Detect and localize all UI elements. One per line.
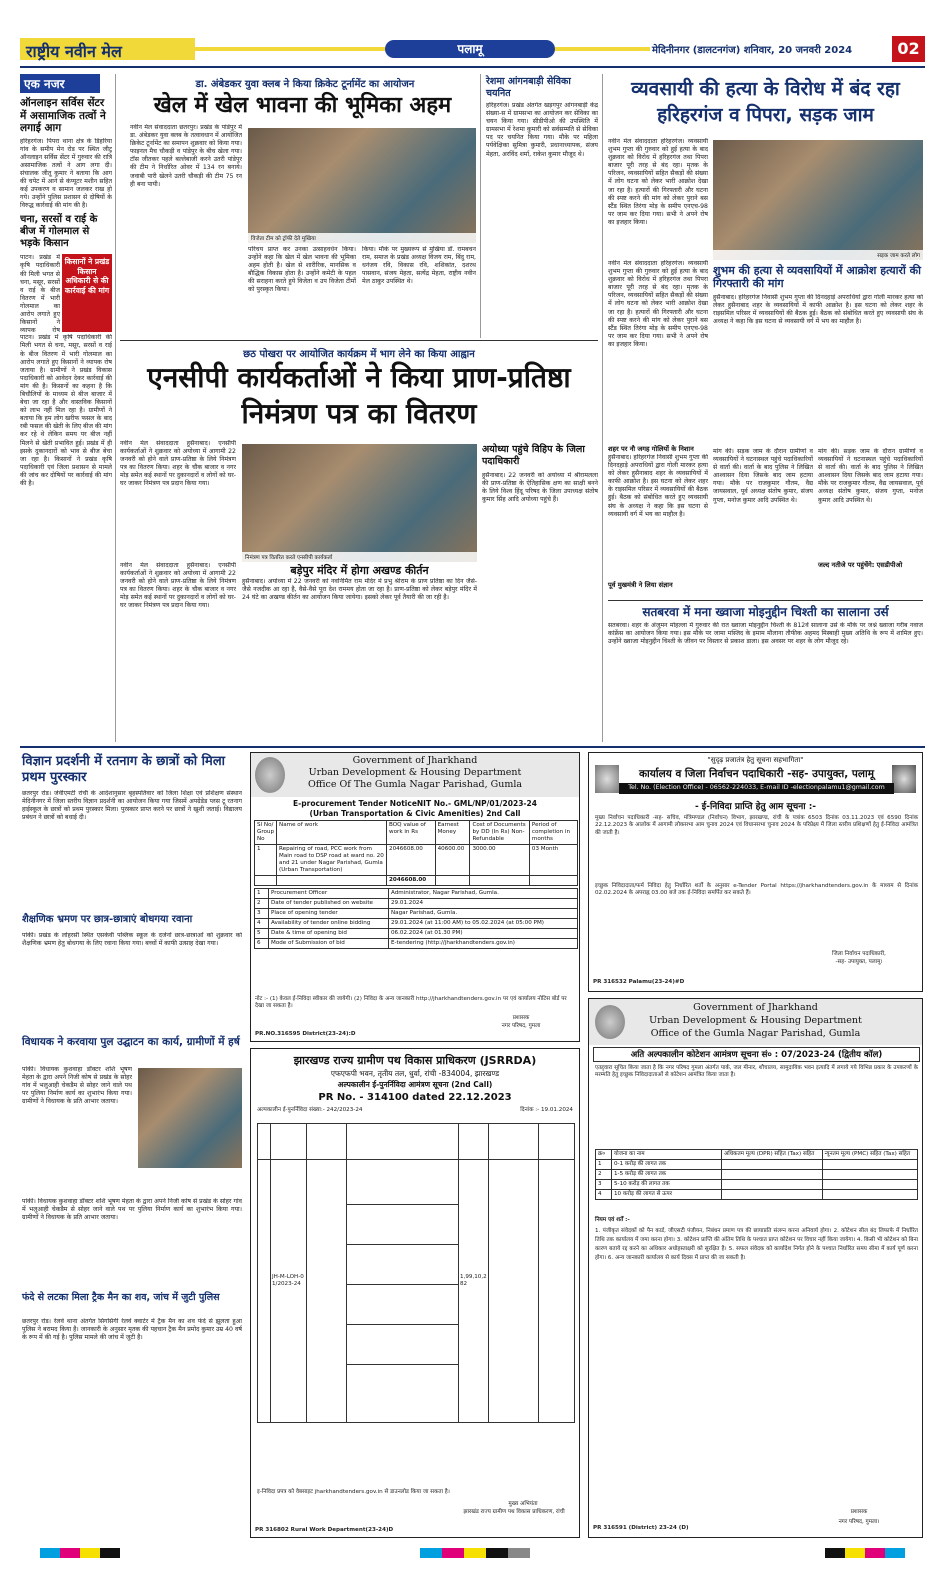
tender-gumla-2-cond-head: नियम एवं शर्तें :- [595, 1217, 630, 1223]
tender-jsrrda-sign2: झारखंड राज्य ग्रामीण पथ विकास प्राधिकरण, रांची [463, 1509, 565, 1515]
eci-logo [892, 765, 916, 793]
cmyk-swatch-center [420, 1548, 530, 1558]
th-em: Earnest Money [435, 821, 470, 845]
temple-body: हुसैनाबाद। अयोध्या में 22 जनवरी को नवनिर्मित राम मंदिर में प्रभु श्रीराम के प्राण प्रतिष्ठा का दिन जैसे-जैसे नजदीक आ रहा है, वैसे-वैसे पूरा देश राममय होता जा रहा है। प्राण-प्रतिष्ठा को लेकर बड़ेपुर मंदिर में 24 घंटे का अखण्ड कीर्तन का आयोजन किया जायेगा। इसको लेकर पूर्व तैयारी की जा रही है। [242, 578, 477, 602]
tender-gumla-2 [588, 998, 923, 1538]
tender-gumla-1-total-row [255, 876, 578, 886]
quote-row [596, 1190, 918, 1200]
info-key: Mode of Submission of bid [269, 939, 389, 949]
col-line-2 [306, 1124, 307, 1422]
tender-gumla-2-sign1: प्रशासक [850, 1509, 868, 1515]
th-sl: Sl No/ Group No [255, 821, 277, 845]
tender-jsrrda-footer: इ-निविदा प्रपत्र को वेबसाइट jharkhandtenders.gov.in से डाउनलोड किया जा सकता है। [257, 1489, 450, 1495]
masthead-rule [20, 66, 925, 68]
story2-block [20, 254, 112, 714]
tender-gumla-1-header-row [255, 821, 578, 845]
tender-jsrrda-code: JH-M-LOH-01/2023-24 [272, 1274, 304, 1288]
tender-gumla-2-sign2: नगर परिषद, गुमला। [838, 1519, 880, 1525]
traders-body-cont-text: नवीन मेल संवाददाता हरिहरगंज। व्यवसायी शुभम गुप्ता की गुरुवार को हुई हत्या के बाद शुक्रवार को विरोध में हरिहरगंज तथा पिपरा बाजार पूरी तरह से बंद रहा। मृतक के परिजन, व्यवसायियों सहित सैकड़ों की संख्या में लोग घटना को लेकर भारी आक्रोश देखा जा रहा है। हत्यारों की गिरफ्तारी और घटना की स्पष्ट करने की मांग को लेकर पुराने बस स्टैंड स्थित तिरंगा मोड़ के समीप एनएच-98 पर जाम कर दिया गया। सभी ने अपने रोष का इजहार किया। [608, 260, 708, 348]
q-blank [822, 1190, 917, 1200]
info-val: 06.02.2024 (at 01.30 PM) [389, 929, 578, 939]
col-line-4 [458, 1124, 459, 1422]
tender-gumla-1-info [254, 888, 578, 949]
q-no: 1 [596, 1160, 612, 1170]
tender-gumla-1-l1: Government of Jharkhand [352, 755, 478, 766]
tender-gumla-1-l3: Office Of The Gumla Nagar Parishad, Gumla [307, 779, 523, 790]
cell-em: 40600.00 [435, 845, 470, 876]
traders-body: नवीन मेल संवाददाता हरिहरगंज। व्यवसायी शुभम गुप्ता की गुरुवार को हुई हत्या के बाद शुक्रवार को विरोध में हरिहरगंज तथा पिपरा बाजार पूरी तरह से बंद रहा। मृतक के परिजन, व्यवसायियों सहित सैकड़ों की संख्या में लोग घटना को लेकर भारी आक्रोश देखा जा रहा है। हत्यारों की गिरफ्तारी और घटना की स्पष्ट करने की मांग को लेकर पुराने बस स्टैंड स्थित तिरंगा मोड़ के समीप एनएच-98 पर जाम कर दिया गया। सभी ने अपने रोष का इजहार किया। [608, 138, 708, 226]
cricket-body-2: परिचय प्राप्त कर उनका उत्साहवर्धन किया। उन्होंने कहा कि खेल में खेल भावना की भूमिका अहम होती है। खेल से शारीरिक, मानसिक व बौद्धिक विकास होता है। उन्होंने कमेटी के पहल की सराहना करते हुये विजेता व उप विजेता टीमों को पुरस्कृत किया। [248, 246, 356, 294]
tender-election-body: मुख्य निर्वाचन पदाधिकारी -सह- सचिव, मंत्रिमण्डल (निर्वाचन) विभाग, झारखण्ड, रांची के पत्रांक 6503 दिनांक 03.11.2023 एवं 6590 दिनांक 22.12.2023 के आलोक में आगामी लोकसभा आम चुनाव 2024 एवं विधानसभा चुनाव 2024 के परिप्रेक्ष्य में जिला स्तरीय प्रशिक्षणों हेतु ई-निविदा आमंत्रित की जाती है। [595, 815, 918, 836]
trackman-headline: फंदे से लटका मिला ट्रैक मैन का शव, जांच में जुटी पुलिस [22, 1292, 220, 1303]
q-name: 5-10 करोड़ की लागत तक [612, 1180, 722, 1190]
q-name: 0-1 करोड़ की लागत तक [612, 1160, 722, 1170]
tender-jsrrda [250, 1048, 580, 1538]
quote-row [596, 1160, 918, 1170]
urs-body: सतबरवा। शहर के अंजुमन मोहल्ला में गुरुवार की रात ख्वाजा मोइनुद्दीन चिश्ती के 812वें सालाना उर्स के मौके पर जश्ने ख्वाजा गरीब नवाज कांफ्रेंस का आयोजन किया गया। इस मौके पर जामा मस्जिद के इमाम मौलाना तौफीक अहमद मिस्बाही मुख्य अतिथि के रूप में शामिल हुए। उन्होंने ख्वाजा मोइनुद्दीन चिश्ती के जीवन पर विस्तार से प्रकाश डाला। इस अवसर पर शहर के लोग मौजूद रहे। [608, 622, 923, 646]
col-line-3 [346, 1124, 347, 1422]
tender-election-l1: "सुदृढ़ प्रजातंत्र हेतु सूचना सहभागिता" [707, 756, 804, 764]
info-no: 2 [255, 899, 269, 909]
science-headline: विज्ञान प्रदर्शनी में रतनाग के छात्रों को मिला प्रथम पुरस्कार [22, 754, 225, 785]
story2-body-cont-text: पाटन। प्रखंड में कृषि पदाधिकारी की मिली भगत से चना, मसूर, सरसों व राई के बीज वितरण में भारी गोलमाल का आरोप लगाते हुए किसानों ने व्यापक रोष जताया है। ग्रामीणों ने प्रखंड विकास पदाधिकारी को आवेदन देकर कार्रवाई की मांग की है। किसानों का कहना है कि बिचौलियों के माध्यम से बीज बाजार में बेचा जा रहा है और वास्तविक किसानों को लाभ नहीं मिल रहा है। ग्रामीणों ने बताया कि हम लोग खरीफ फसल के बाद रबी फसल की खेती के लिए बीज की मांग कर रहे थे लेकिन समय पर बीज नहीं मिलने से खेती प्रभावित हुई। प्रखंड में ही इसके दुकानदारों को भाव से बीज बेचा जा रहा है। किसानों ने प्रखंड कृषि पदाधिकारी एवं जिला प्रशासन से मामले की जांच कर दोषियों पर कार्रवाई की मांग की है। [20, 334, 112, 488]
trackman-body: छतरपुर रोड। रेलवे थाना अंतर्गत सिगसिगी रेलवे क्वार्टर में ट्रैक मैन का शव फंदे से झूलता हुआ पुलिस ने बरामद किया है। जानकारी के अनुसार मृतक की पहचान ट्रैक मैन प्रमोद कुमार उम्र 40 वर्ष के रूप में की गई है। पुलिस मामले की जांच में जुटी है। [22, 1318, 242, 1342]
info-val: E-tendering (http://jharkhandtenders.gov.in) [389, 939, 578, 949]
story1-body: हरिहरगंज। पिपरा थाना क्षेत्र के डिहरिया गांव के समीप मेन रोड पर स्थित जीटू ऑनलाइन सर्विस सेंटर में गुरुवार की रात्रि असामाजिक तत्वों ने आग लगा दी। संचालक जीतू कुमार ने बताया कि आग की चपेट में आने से कंप्यूटर मशीन सहित कई उपकरण व सामान जलकर राख हो गये। उन्होंने पुलिस प्रशासन से दोषियों के विरुद्ध कार्रवाई की मांग की है। [20, 137, 112, 210]
traders-bold-2: पूर्व मुखमंत्री ने लिया संज्ञान [608, 581, 673, 589]
tender-gumla-2-l2: Urban Development & Housing Department [649, 1015, 862, 1026]
traders-body-cont2 [608, 454, 708, 578]
info-no: 3 [255, 909, 269, 919]
info-row [255, 909, 578, 919]
ncp-body: नवीन मेल संवाददाता हुसैनाबाद। एनसीपी कार्यकर्ताओं ने शुक्रवार को अयोध्या में आगामी 22 जनवरी को होने वाले प्राण-प्रतिष्ठा के लिये निमंत्रण पत्र का वितरण किया। शहर के चौक बाजार व नगर मोड़ समेत कई स्थानों पर दुकानदारों व लोगों को घर-घर जाकर निमंत्रण पत्र प्रदान किया गया। [120, 440, 236, 488]
tender-gumla-1-table-wrap [254, 820, 578, 949]
q-no: 3 [596, 1180, 612, 1190]
right-mid-body-2-text: मांग की। सड़क जाम के दौरान ग्रामीणों व व्यवसायियों ने घटनास्थल पहुंचे पदाधिकारियों से वार्ता की। वार्ता के बाद पुलिस ने लिखित आश्वासन दिया जिसके बाद जाम हटाया गया। मौके पर राजकुमार गौतम, वैद्य जायसवाल, पूर्व अध्यक्ष संतोष कुमार, संजय गुप्ता, मनोज कुमार आदि उपस्थित थे। [818, 448, 923, 504]
cmyk-swatch-left [40, 1548, 120, 1558]
cell-blank [470, 876, 529, 886]
cell-boq: 2046608.00 [387, 845, 436, 876]
row-line-2 [346, 1244, 458, 1245]
info-val: 29.01.2024 [389, 899, 578, 909]
tender-gumla-2-conditions: 1. पंजीकृत संवेदकों को पैन कार्ड, जीएसटी पंजीयन, निबंधन प्रमाण पत्र की छायाप्रति संलग्न करना अनिवार्य होगा। 2. कोटेशन सील बंद लिफाफे में निर्धारित तिथि तक कार्यालय में जमा करना होगा। 3. कोटेशन प्राप्ति की अंतिम तिथि के पश्चात प्राप्त कोटेशन पर विचार नहीं किया जायेगा। 4. किसी भी कोटेशन को बिना कारण बताये रद्द करने का अधिकार अधोहस्ताक्षरी को सुरक्षित है। 5. सफल संवेदक को कार्यादेश निर्गत होने के पश्चात निर्धारित समय सीमा में कार्य पूर्ण करना होगा। 6. अन्य जानकारी कार्यालय से कार्य दिवस में प्राप्त की जा सकती है। [595, 1228, 918, 1261]
tender-jsrrda-ref: अल्पकालीन ई-पुनर्निविदा संख्या:- 242/2023-24 [257, 1107, 363, 1113]
quote-row [596, 1180, 918, 1190]
bridge-body: पांकी। विधायक कुशवाहा डॉक्टर शशि भूषण मेहता के द्वारा अपने निजी कोष से प्रखंड के सोहर गांव में भलुआही चेकडैम से सोहर जाने वाले पथ पर पुलिया निर्माण कार्य का शुभारंभ किया गया। ग्रामीणों ने विधायक के प्रति आभार जताया। [22, 1066, 132, 1106]
col-line-6 [538, 1124, 539, 1422]
q-no: 4 [596, 1190, 612, 1200]
story2-body-cont [20, 334, 112, 714]
info-val: 29.01.2024 (at 11:00 AM) to 05.02.2024 (at 05:00 PM) [389, 919, 578, 929]
ayodhya-headline: अयोध्या पहुंचे विहिप के जिला पदाधिकारी [482, 444, 585, 467]
cricket-body-3: किया। मौके पर मुख्यरूप से मुखिया डॉ. रामबचन राम, समाज के प्रखंड अध्यक्ष विजय राम, बिंदु राम, धनंजय रवि, विकास रवि, शशिकांत, दशरथ पासवान, संजय मेहता, सत्येंद्र मेहता, राष्ट्रीय नवीन मेल ठाकुर उपस्थित थे। [362, 246, 476, 286]
temple-headline: बड़ेपुर मंदिर में होगा अखण्ड कीर्तन [290, 564, 429, 577]
ncp-headline: एनसीपी कार्यकर्ताओं ने किया प्राण-प्रतिष्ठा निमंत्रण पत्र का वितरण [147, 361, 571, 430]
cell-total: 2046608.00 [387, 876, 436, 886]
cell-blank [529, 876, 577, 886]
tender-election-sign2: -सह- उपायुक्त, पलामू। [835, 959, 883, 965]
traders-body-cont2-text: हुसैनाबाद। हरिहरगंज निवासी शुभम गुप्ता की दिनदहाड़े अपराधियों द्वारा गोली मारकर हत्या को लेकर हुसैनाबाद शहर के व्यवसायियों में काफी आक्रोश है। इस घटना को लेकर शहर के राइसमिल परिसर में व्यवसायियों की बैठक हुई। बैठक को संबोधित करते हुए व्यवसायी संघ के अध्यक्ष ने कहा कि इस घटना से व्यवसायी वर्ग में भय का माहौल है। [608, 454, 708, 518]
traders-bold-1: शहर पर नौ जगह गोलियों के निशान [608, 445, 694, 453]
q-blank [722, 1190, 823, 1200]
cricket-kicker: डा. अंबेडकर युवा क्लब ने किया क्रिकेट टूर्नामेंट का आयोजन [195, 79, 415, 90]
cell-blank [255, 876, 277, 886]
footer-color-bar [20, 1548, 925, 1558]
mid-page-rule [20, 746, 925, 748]
election-emblem [595, 765, 619, 793]
tender-gumla-2-pr: PR 316591 (District) 23-24 (D) [593, 1525, 689, 1531]
info-row [255, 899, 578, 909]
tender-jsrrda-l2: एफएफपी भवन, तृतीय तल, धुर्वा, रांची -834004, झारखण्ड [330, 1069, 500, 1078]
q-blank [722, 1170, 823, 1180]
info-key: Place of opening tender [269, 909, 389, 919]
col-line-5 [488, 1124, 489, 1422]
masthead-mid-bar [195, 47, 385, 51]
info-key: Date of tender published on website [269, 899, 389, 909]
cell-work: Repairing of road, PCC work from Main road to DSP road at ward no. 20 and 21 under Nagar Parishad, Gumla (Urban Transportation) [277, 845, 387, 876]
tender-gumla-1-sign1: प्रशासक [512, 1015, 530, 1021]
farmers-sidebox [62, 254, 112, 332]
tender-gumla-1 [250, 752, 580, 1042]
tender-election-pr: PR 316532 Palamu(23-24)#D [593, 979, 685, 985]
info-val: Administrator, Nagar Parishad, Gumla. [389, 889, 578, 899]
tender-gumla-2-l1: Government of Jharkhand [693, 1002, 818, 1013]
info-key: Procurement Officer [269, 889, 389, 899]
traders-headline: व्यवसायी की हत्या के विरोध में बंद रहा हरिहरगंज व पिपरा, सड़क जाम [631, 78, 900, 126]
bridge-headline: विधायक ने करवाया पुल उद्घाटन का कार्य, ग्रामीणों में हर्ष [22, 1036, 240, 1048]
col-line-1 [270, 1124, 271, 1422]
right-mid-body: मांग की। सड़क जाम के दौरान ग्रामीणों व व्यवसायियों ने घटनास्थल पहुंचे पदाधिकारियों से वार्ता की। वार्ता के बाद पुलिस ने लिखित आश्वासन दिया जिसके बाद जाम हटाया गया। मौके पर राजकुमार गौतम, वैद्य जायसवाल, पूर्व अध्यक्ष संतोष कुमार, संजय गुप्ता, मनोज कुमार आदि उपस्थित थे। [713, 448, 813, 504]
traders-subhead: शुभम की हत्या से व्यवसायियों में आक्रोश हत्यारों की गिरफ्तारी की मांग [713, 264, 921, 290]
trip-body: पांकी। प्रखंड के लोहरसी स्थित एसकेवी पब्लिक स्कूल के दर्जनों छात्र-छात्राओं को शुक्रवार को शैक्षणिक भ्रमण हेतु बोधगया के लिए रवाना किया गया। बच्चों में काफी उत्साह देखा गया। [22, 932, 242, 948]
q-blank [822, 1160, 917, 1170]
trip-headline: शैक्षणिक भ्रमण पर छात्र-छात्राएं बोधगया रवाना [22, 914, 193, 925]
masthead-right-bar [555, 47, 650, 51]
left-column [20, 74, 112, 744]
tender-gumla-1-row [255, 845, 578, 876]
info-no: 5 [255, 929, 269, 939]
quote-row [596, 1170, 918, 1180]
farmers-sidebox-text: किसानों ने प्रखंड किसान अधिकारी से की कार्रवाई की मांग [64, 257, 110, 295]
q-blank [722, 1180, 823, 1190]
qth-dpr: अधिकतम मूल्य (DPR) सहित (Tax) सहित [722, 1150, 823, 1160]
tender-jsrrda-table [257, 1123, 575, 1423]
ayodhya-body: हुसैनाबाद। 22 जनवरी को अयोध्या में श्रीरामलला की प्राण-प्रतिष्ठा के ऐतिहासिक क्षण का साक्षी बनने के लिये विश्व हिंदू परिषद के जिला उपाध्यक्ष संतोष कुमार सिंह आदि अयोध्या पहुंचे हैं। [482, 472, 598, 504]
masthead [20, 38, 925, 66]
qth-no: क्र० [596, 1150, 612, 1160]
tender-gumla-1-sign2: नगर परिषद, गुमला [501, 1023, 541, 1029]
row-line-4 [346, 1324, 458, 1325]
info-no: 4 [255, 919, 269, 929]
info-row [255, 919, 578, 929]
road-block-photo-caption: सड़क जाम करते लोग [713, 250, 923, 260]
road-block-photo [713, 140, 923, 260]
info-no: 1 [255, 889, 269, 899]
tender-election-l4: - ई-निविदा प्राप्ति हेतु आम सूचना :- [694, 802, 817, 812]
section-label-text: पलामू [457, 42, 483, 56]
tender-gumla-2-notice: अति अल्पकालीन कोटेशन आमंत्रण सूचना सं० : 07/2023-24 (द्वितीय कॉल) [593, 1047, 920, 1062]
ncp-kicker: छठ पोखरा पर आयोजित कार्यक्रम में भाग लेने का किया आह्वान [243, 349, 475, 360]
cricket-photo-caption: विजेता टीम को ट्रॉफी देते मुखिया [248, 233, 476, 243]
dateline: मेदिनीनगर (डालटनगंज) शनिवार, 20 जनवरी 2024 [652, 45, 853, 56]
q-name: 10 करोड़ की लागत से ऊपर [612, 1190, 722, 1200]
th-period: Period of completion in months [529, 821, 577, 845]
cricket-headline: खेल में खेल भावना की भूमिका अहम [153, 93, 452, 118]
cricket-body-1: नवीन मेल संवाददाता छतरपुर। प्रखंड के पांडेपुर में डा. अंबेडकर युवा क्लब के तत्वावधान में आयोजित क्रिकेट टूर्नामेंट का समापन शुक्रवार को किया गया। फाइनल मैच चौकड़ी व पांडेपुर के बीच खेला गया। टॉस जीतकर पहले बल्लेबाजी करने उतरी पांडेपुर की टीम ने निर्धारित ओवर में 134 रन बनाये। जवाबी पारी खेलने उतरी चौकड़ी की टीम 75 रन ही बना पायी। [130, 124, 242, 188]
tender-gumla-1-pr: PR.NO.316595 District(23-24):D [255, 1031, 356, 1037]
tender-gumla-1-notice: E-procurement Tender NoticeNIT No.- GML/NP/01/2023-24 [293, 799, 537, 808]
row-line-5 [346, 1364, 458, 1365]
cricket-photo [248, 128, 476, 243]
q-blank [722, 1160, 823, 1170]
urs-headline: सतबरवा में मना ख्वाजा मोइनुद्दीन चिश्ती का सालाना उर्स [608, 600, 923, 620]
sdpo-bold: जल्द नतीजे पर पहुंचेंगे: एसडीपीओ [818, 561, 903, 569]
tender-jsrrda-pr-line: PR No. - 314100 dated 22.12.2023 [318, 1092, 512, 1103]
ek-nazar-text: एक नजर [24, 77, 65, 91]
info-no: 6 [255, 939, 269, 949]
q-no: 2 [596, 1170, 612, 1180]
q-name: 1-5 करोड़ की लागत तक [612, 1170, 722, 1180]
info-row [255, 939, 578, 949]
ncp-body-cont-text: नवीन मेल संवाददाता हुसैनाबाद। एनसीपी कार्यकर्ताओं ने शुक्रवार को अयोध्या में आगामी 22 जनवरी को होने वाले प्राण-प्रतिष्ठा के लिये निमंत्रण पत्र का वितरण किया। शहर के चौक बाजार व नगर मोड़ समेत कई स्थानों पर दुकानदारों व लोगों को घर-घर जाकर निमंत्रण पत्र प्रदान किया गया। [120, 562, 236, 610]
ncp-body-cont [120, 562, 236, 742]
right-col-divider [602, 74, 603, 742]
cell-period: 03 Month [529, 845, 577, 876]
tender-gumla-1-note: नोट :- (1) केवल ई-निविदा स्वीकार की जायेगी। (2) निविदा के अन्य जानकारी http://jharkhandtenders.gov.in पर एवं कार्यालय नोटिस बोर्ड पर देखा जा सकता है। [255, 996, 567, 1010]
tender-election [588, 752, 923, 992]
cell-blank [435, 876, 470, 886]
row-line-1 [346, 1204, 458, 1205]
resha-body: हरिहरगंज। प्रखंड अंतर्गत खड़गपुर आंगनबाड़ी केंद्र संख्या-स में ग्रामसभा का आयोजन कर सेविका का चयन किया गया। सीडीपीओ की उपस्थिति में ग्रामसभा में रेशमा कुमारी को सर्वसम्मति से सेविका पद पर चयनित किया गया। मौके पर महिला पर्यवेक्षिका सुमित्रा कुमारी, प्रधानाध्यापक, संजय मेहता, अरविंद शर्मा, राकेश कुमार मौजूद थे। [486, 102, 598, 158]
q-blank [822, 1180, 917, 1190]
quote-header-row [596, 1150, 918, 1160]
story1-headline: ऑनलाइन सर्विस सेंटर में असामाजिक तत्वों ने लगाई आग [20, 97, 106, 134]
cell-doc: 3000.00 [470, 845, 529, 876]
tender-jsrrda-date: दिनांक :- 19.01.2024 [520, 1107, 573, 1113]
info-key: Availability of tender online bidding [269, 919, 389, 929]
resha-divider [480, 74, 481, 338]
tender-election-l2: कार्यालय व जिला निर्वाचन पदाधिकारी -सह- उपायुक्त, पलामू [638, 768, 874, 780]
ncp-photo [242, 444, 477, 562]
science-body: छतरपुर रोड। जेवीएमटी रांची के आदेशानुसार बृहस्पतिवार को जिला शिक्षा एवं प्रशिक्षण संस्थान मेदिनीनगर में जिला स्तरीय विज्ञान प्रदर्शनी का आयोजन किया गया जिसमें अपग्रेडेड प्लस टू रतनाग हाईस्कूल के छात्रों को प्रथम पुरस्कार मिला। पुरस्कार प्राप्त करने पर छात्रों ने खुशी जताई। विद्यालय प्रबंधन ने छात्रों को बधाई दी। [22, 790, 242, 822]
tender-election-l3: Tel. No. (Election Office) - 06562-224033, E-mail ID -electionpalamu1@gmail.com [628, 784, 885, 791]
cell-blank [277, 876, 387, 886]
tender-gumla-2-table-wrap [595, 1149, 918, 1200]
tender-gumla-1-table [254, 820, 578, 886]
tender-gumla-2-l3: Office of the Gumla Nagar Parishad, Gumla [650, 1028, 861, 1039]
tender-election-body2: इच्छुक निविदादाता/फर्म निविदा हेतु निर्धारित शर्तों के अनुसार e-Tender Portal https://jharkhandtenders.gov.in के माध्यम से दिनांक 02.02.2024 के अपराह्न 03.00 बजे तक ई-निविदा समर्पित कर सकते हैं। [595, 883, 918, 897]
resha-headline: रेशमा आंगनबाड़ी सेविका चयनित [486, 76, 571, 99]
bridge-body-cont [22, 1198, 242, 1288]
th-work: Name of work [277, 821, 387, 845]
traders-subbody: हुसैनाबाद। हरिहरगंज निवासी शुभम गुप्ता की दिनदहाड़े अपराधियों द्वारा गोली मारकर हत्या को लेकर हुसैनाबाद शहर के व्यवसायियों में काफी आक्रोश है। इस घटना को लेकर शहर के राइसमिल परिसर में व्यवसायियों की बैठक हुई। बैठक को संबोधित करते हुए व्यवसायी संघ के अध्यक्ष ने कहा कि इस घटना से व्यवसायी वर्ग में भय का माहौल है। [713, 294, 923, 326]
tender-gumla-2-table [595, 1149, 918, 1200]
tender-election-sign1: जिला निर्वाचन पदाधिकारी, [832, 951, 886, 957]
q-blank [822, 1170, 917, 1180]
story2-headline: चना, सरसों व राई के बीज में गोलमाल से भड़के किसान [20, 214, 98, 250]
traders-body-cont [608, 260, 708, 440]
tender-jsrrda-sign1: मुख्य अभियंता [508, 1501, 538, 1507]
qth-name: योजना का नाम [612, 1150, 722, 1160]
tender-gumla-1-sub: (Urban Transportation & Civic Amenities) 2nd Call [309, 809, 521, 818]
tender-gumla-2-body: एतद्द्वारा सूचित किया जाता है कि नगर परिषद गुमला अंतर्गत पार्क, जल मीनार, शौचालय, सामुदायिक भवन इत्यादि में लगाये गये विभिन्न प्रकार के उपकरणों के मरम्मति हेतु इच्छुक निविदादाताओं से कोटेशन आमंत्रित किया जाता है। [595, 1065, 918, 1079]
right-mid-body-2 [818, 448, 923, 558]
ncp-photo-caption: निमंत्रण पत्र वितरित करते एनसीपी कार्यकर्ता [242, 552, 477, 562]
ncp-top-rule [120, 340, 598, 341]
paper-name: राष्ट्रीय नवीन मेल [26, 42, 122, 61]
tender-jsrrda-l3: अल्पकालीन ई-पुनर्निविदा आमंत्रण सूचना (2nd Call) [337, 1080, 493, 1089]
cmyk-swatch-right [825, 1548, 905, 1558]
info-row [255, 889, 578, 899]
left-col-divider [115, 74, 116, 742]
info-row [255, 929, 578, 939]
qth-pmc: न्यूनतम मूल्य (PMC) सहित (Tax) सहित [822, 1150, 917, 1160]
row-line-3 [346, 1284, 458, 1285]
story2-body: पाटन। प्रखंड में कृषि पदाधिकारी की मिली भगत से चना, मसूर, सरसों व राई के बीज वितरण में भारी गोलमाल का आरोप लगाते हुए किसानों ने व्यापक रोष [20, 254, 60, 335]
tender-jsrrda-pr: PR 316802 Rural Work Department(23-24)D [255, 1527, 394, 1533]
page-number: 02 [892, 36, 925, 62]
info-val: Nagar Parishad, Gumla. [389, 909, 578, 919]
info-key: Date & time of opening bid [269, 929, 389, 939]
tender-jsrrda-value: 1,99,10,282 [460, 1274, 487, 1288]
cell-sl: 1 [255, 845, 277, 876]
bridge-body-cont-text: पांकी। विधायक कुशवाहा डॉक्टर शशि भूषण मेहता के द्वारा अपने निजी कोष से प्रखंड के सोहर गांव में भलुआही चेकडैम से सोहर जाने वाले पथ पर पुलिया निर्माण कार्य का शुभारंभ किया गया। ग्रामीणों ने विधायक के प्रति आभार जताया। [22, 1198, 242, 1222]
ek-nazar-label [20, 74, 100, 93]
tender-jsrrda-l1: झारखण्ड राज्य ग्रामीण पथ विकास प्राधिकरण (JSRRDA) [293, 1054, 537, 1067]
th-boq: BOQ value of work in Rs [387, 821, 436, 845]
section-label [385, 40, 555, 58]
bridge-photo [138, 1068, 242, 1168]
tender-gumla-1-l2: Urban Development & Housing Department [308, 767, 522, 778]
th-doc: Cost of Documents by DD (In Rs) Non-Refundable [470, 821, 529, 845]
